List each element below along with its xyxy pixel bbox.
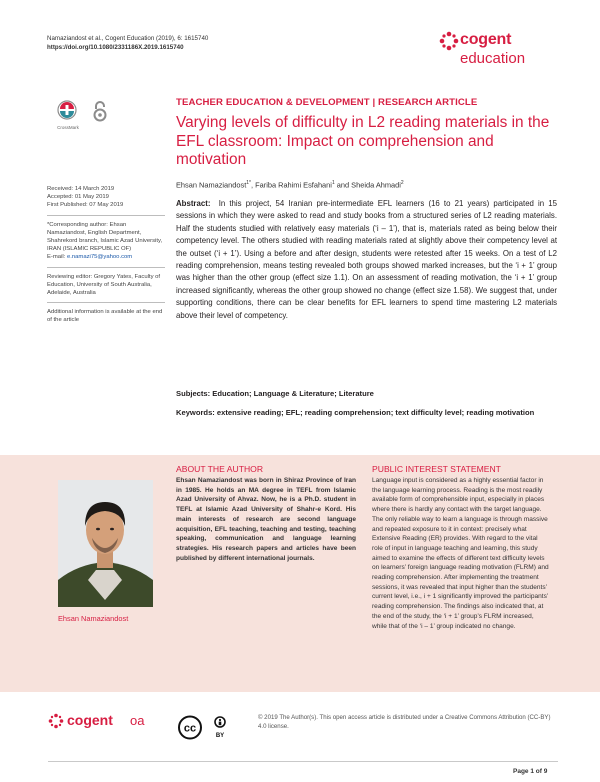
meta-divider <box>47 215 165 216</box>
public-interest-text: Language input is considered as a highly essential factor in the language learning process. Reading is the most readily available form of comprehensible input, especially in places where there is hardly any contact with the target language. The only reliable way to learn a language is through massive and repeated exposure to it in context: precisely what Extensive Reading (ER) provides. With regard to the vital role of input in language teaching and learning, this study aimed to examine the effects of different text difficulty levels on learners’ foreign language reading motivation (FLRM) and reading comprehension. After implementing the treatment sessions, it was revealed that input higher than the students’ current level, i.e., i + 1 significantly improved the participants’ reading comprehension. The findings also indicated that, at the end of the study, the ‘i + 1’ group’s FLRM increased, while that of the ‘i – 1’ group indicated no change. <box>372 477 549 630</box>
about-author-text: Ehsan Namaziandost was born in Shiraz Province of Iran in 1985. He holds an MA degree in TEFL from Islamic Azad University of Ahvaz. Now, he is a Ph.D. student in TEFL at Islamic Azad University of Shahr-e Kord. His main interests of research are second language acquisition, EFL teaching, teaching and testing, teaching speaking, communication and language learning strategies. His research papers and articles have been published by different international journals. <box>176 477 356 562</box>
journal-logo[interactable] <box>438 30 558 74</box>
email-label: E-mail: <box>47 254 67 261</box>
crossmark-label: CrossMark <box>57 125 79 130</box>
author-affiliation: 1* <box>246 180 251 186</box>
cc-by-license-icon[interactable] <box>178 715 236 740</box>
corresponding-author: *Corresponding author: Ehsan Namaziandost, English Department, Shahrekord branch, Islamic Azad University, IRAN (ISLAMIC REPUBLIC OF) <box>47 221 163 253</box>
footer-logo-name: cogent <box>67 712 113 728</box>
reviewing-editor: Reviewing editor: Gregory Yates, Faculty of Education, University of South Australia, Adelaide, Australia <box>47 273 161 297</box>
email-link[interactable]: e.namazi75@yahoo.com <box>66 254 133 261</box>
article-title: Varying levels of difficulty in L2 reading materials in the EFL classroom: Impact on comprehension and motivation <box>176 114 550 168</box>
cc-label: cc <box>183 722 197 735</box>
footer-divider <box>48 761 558 762</box>
abstract-text: In this project, 54 Iranian pre-intermediate EFL learners (16 to 21 years) participated in 15 sessions in which they were asked to read and study books from a structured series of L2 reading materials. Half the students studied with relatively easy materials (‘i – 1’), that is, materials rated as being below their competency level. The others studied with reading materials rated at slightly above their competency level at the outset (‘i + 1’). Using a before and after design, students were retested after 15 weeks. On a test of L2 reading comprehension, means testing revealed both groups showed marked increases, but the ‘i + 1’ group was higher than the other group (effect size 1.1). On an assessment of reading motivation, the ‘i + 1’ group increased significantly, whereas the other group showed no change (effect size 1.58). We suggest that, under supporting conditions, there can be clear benefits for EFL learners to spend time mastering L2 materials above their level of competency. <box>176 199 557 320</box>
author-list <box>176 180 404 189</box>
author-portrait-icon <box>58 480 153 607</box>
email-line <box>47 253 165 261</box>
author-photo <box>58 480 153 607</box>
author-affiliation: 2 <box>400 180 404 186</box>
page-number: Page 1 of 9 <box>513 768 548 775</box>
brand-sub: education <box>460 50 526 67</box>
public-interest-heading: PUBLIC INTEREST STATEMENT <box>372 464 501 474</box>
brand-name: cogent <box>460 31 512 48</box>
footer-logo-suffix: oa <box>130 713 145 728</box>
keywords: Keywords: extensive reading; EFL; reading comprehension; text difficulty level; reading motivation <box>176 408 535 417</box>
citation-line: Namaziandost et al., Cogent Education (2019), 6: 1615740 <box>47 35 209 42</box>
cogent-oa-logo[interactable] <box>48 710 158 732</box>
open-access-lock-icon <box>92 100 108 122</box>
received-date: Received: 14 March 2019 <box>47 186 115 192</box>
article-metadata <box>47 185 165 325</box>
author-name[interactable]: Fariba Rahimi Esfahani <box>255 180 332 190</box>
abstract-label: Abstract: <box>176 199 211 208</box>
author-name[interactable]: Sheida Ahmadi <box>351 180 401 190</box>
author-name[interactable]: Ehsan Namaziandost <box>176 180 247 190</box>
author-separator: , <box>251 180 256 190</box>
about-author-heading: ABOUT THE AUTHOR <box>176 464 264 474</box>
citation-block <box>47 34 208 52</box>
accepted-date: Accepted: 01 May 2019 <box>47 194 109 201</box>
by-label: BY <box>215 733 225 739</box>
cogent-oa-dots-icon <box>48 713 64 729</box>
section-label: TEACHER EDUCATION & DEVELOPMENT | RESEARCH ARTICLE <box>176 97 478 108</box>
photo-caption: Ehsan Namaziandost <box>58 614 129 623</box>
additional-info: Additional information is available at the end of the article <box>47 309 163 324</box>
meta-divider <box>47 302 165 303</box>
meta-divider <box>47 267 165 268</box>
crossmark-icon[interactable] <box>57 100 77 124</box>
author-separator: and <box>334 180 352 190</box>
abstract <box>176 198 557 322</box>
subjects: Subjects: Education; Language & Literature; Literature <box>176 389 374 398</box>
doi-link[interactable]: https://doi.org/10.1080/2331186X.2019.1615740 <box>47 44 184 51</box>
cogent-dots-icon <box>438 30 460 52</box>
author-affiliation: 1 <box>331 180 335 186</box>
published-date: First Published: 07 May 2019 <box>47 202 124 209</box>
license-text: © 2019 The Author(s). This open access article is distributed under a Creative Commons Attribution (CC-BY) 4.0 license. <box>258 714 551 730</box>
